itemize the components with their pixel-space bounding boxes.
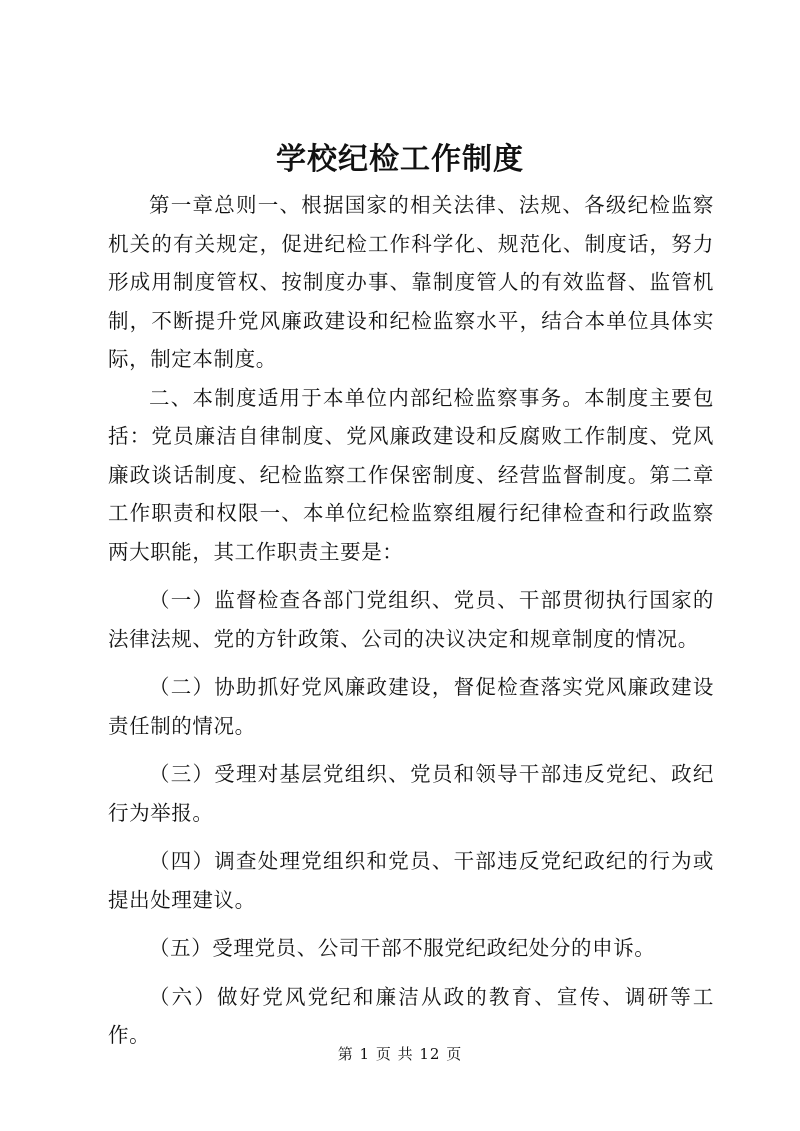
paragraph-duty-4: （四）调查处理党组织和党员、干部违反党纪政纪的行为或提出处理建议。 [108,849,714,912]
document-body [108,186,714,1055]
page-number-footer: 第 1 页 共 12 页 [337,1045,463,1063]
paragraph-general-provisions: 第一章总则一、根据国家的相关法律、法规、各级纪检监察机关的有关规定，促进纪检工作科学化、规范化、制度话，努力形成用制度管权、按制度办事、靠制度管人的有效监督、监管机制，不断提升党风廉政建设和纪检监察水平，结合本单位具体实际，制定本制度。 [108,193,714,371]
paragraph-duty-1: （一）监督检查各部门党组织、党员、干部贯彻执行国家的法律法规、党的方针政策、公司的决议决定和规章制度的情况。 [108,588,714,651]
paragraph-duty-5: （五）受理党员、公司干部不服党纪政纪处分的申诉。 [149,936,656,960]
paragraph-duty-2: （二）协助抓好党风廉政建设，督促检查落实党风廉政建设责任制的情况。 [108,675,714,738]
paragraph-duty-3: （三）受理对基层党组织、党员和领导干部违反党纪、政纪行为举报。 [108,762,714,825]
document-title: 学校纪检工作制度 [276,142,524,177]
paragraph-scope: 二、本制度适用于本单位内部纪检监察事务。本制度主要包括：党员廉洁自律制度、党风廉政建设和反腐败工作制度、党风廉政谈话制度、纪检监察工作保密制度、经营监督制度。第二章工作职责和权限一、本单位纪检监察组履行纪律检查和行政监察两大职能，其工作职责主要是： [108,385,714,564]
paragraph-duty-6: （六）做好党风党纪和廉洁从政的教育、宣传、调研等工作。 [108,984,714,1047]
